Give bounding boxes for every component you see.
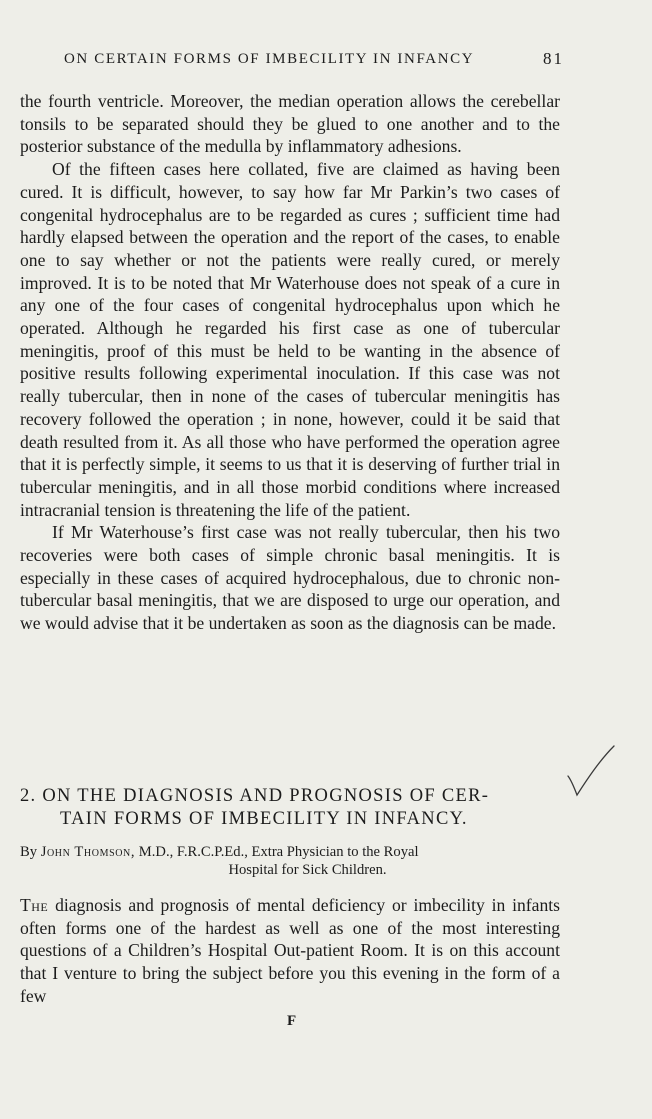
section-heading-line-2: TAIN FORMS OF IMBECILITY IN INFANCY.: [60, 809, 468, 829]
signature-mark: F: [287, 1013, 297, 1029]
body-text-top: [20, 90, 560, 635]
byline-credentials: M.D., F.R.C.P.Ed., Extra Physician to the Royal: [138, 844, 419, 860]
paragraph-3: If Mr Waterhouse’s first case was not really tubercular, then his two recoveries were both cases of simple chronic basal meningitis. It is especially in these cases of acquired hydrocephalous, due to chronic non-tubercular basal meningitis, that we are disposed to urge our operation, and we would advise that it be undertaken as soon as the diagnosis can be made.: [20, 522, 560, 634]
byline-affiliation: Hospital for Sick Children.: [228, 862, 387, 878]
section-heading: [20, 785, 568, 831]
running-head-title: ON CERTAIN FORMS OF IMBECILITY IN INFANCY: [64, 51, 475, 67]
running-head: [64, 48, 564, 70]
handwritten-check-mark-icon: [566, 743, 618, 799]
paragraph-4-lead: The: [20, 895, 49, 915]
section-heading-line-1: 2. ON THE DIAGNOSIS AND PROGNOSIS OF CER-: [20, 786, 490, 806]
byline-by: By: [20, 844, 38, 860]
page-number: 81: [543, 49, 564, 68]
byline: [20, 843, 565, 879]
paragraph-2: Of the fifteen cases here collated, five are claimed as having been cured. It is difficult, however, to say how far Mr Parkin’s two cases of congenital hydrocephalus are to be regarded as cures ; sufficient time had hardly elapsed between the operation and the report of the cases, to enable one to say whether or not the patients were really cured, or merely improved. It is to be noted that Mr Waterhouse does not speak of a cure in any one of the four cases of congenital hydrocephalus upon which he operated. Although he regarded his first case as one of tubercular meningitis, proof of this must be held to be wanting in the absence of positive results following experimental inoculation. If this case was not really tubercular, then in none of the cases of tubercular meningitis has recovery followed the operation ; in none, however, could it be said that death resulted from it. As all those who have performed the operation agree that it is perfectly simple, it seems to us that it is deserving of further trial in tubercular meningitis, and in all those morbid conditions where increased intracranial tension is threatening the life of the patient.: [20, 159, 560, 520]
byline-author: John Thomson,: [40, 844, 136, 860]
paragraph-4: [20, 894, 560, 1008]
body-text-bottom: [20, 894, 560, 1008]
paragraph-1: the fourth ventricle. Moreover, the median operation allows the cerebellar tonsils to be separated should they be glued to one another and to the posterior substance of the medulla by inflammatory adhesions.: [20, 91, 560, 157]
paragraph-4-text: diagnosis and prognosis of mental deficiency or imbecility in infants often forms one of the hardest as well as one of the most interesting questions of a Children’s Hospital Out-patient Room. It is on this account that I venture to bring the subject before you this evening in the form of a few: [20, 895, 560, 1006]
